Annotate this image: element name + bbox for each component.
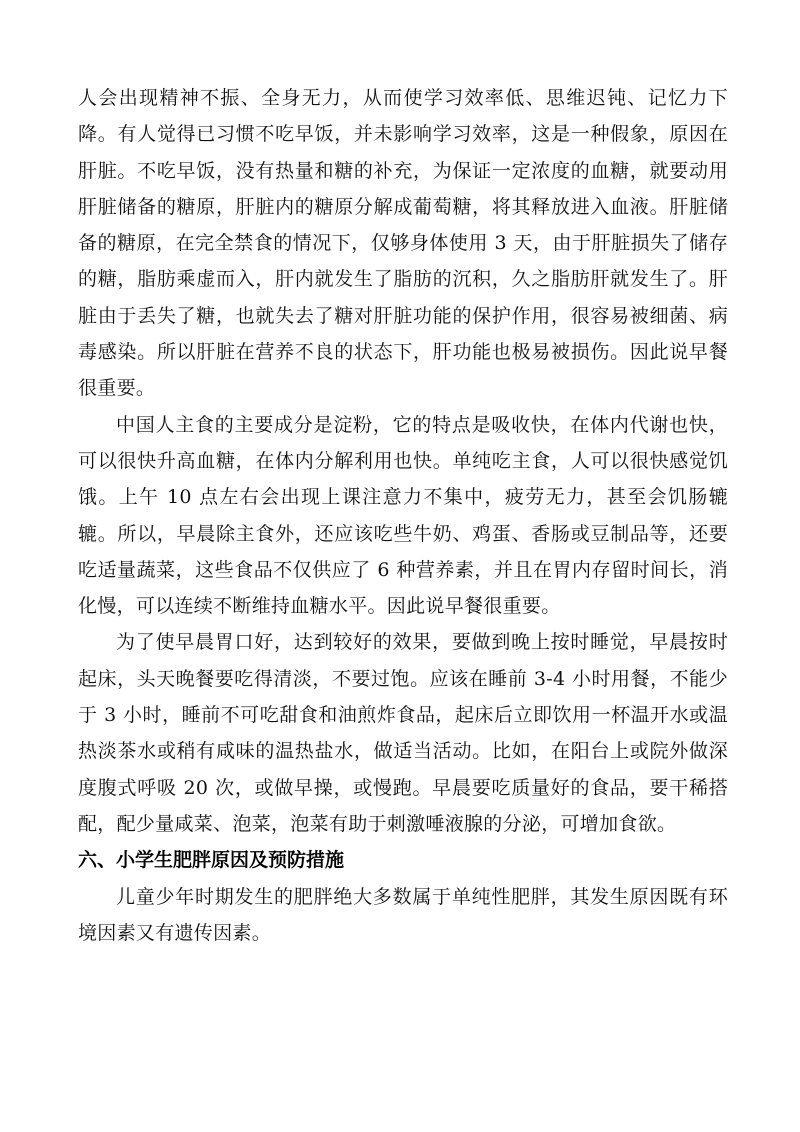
document-body [78,80,728,951]
paragraph-breakfast-liver: 人会出现精神不振、全身无力，从而使学习效率低、思维迟钝、记忆力下降。有人觉得已习惯不吃早饭，并未影响学习效率，这是一种假象，原因在肝脏。不吃早饭，没有热量和糖的补充，为保证一定浓度的血糖，就要动用肝脏储备的糖原，肝脏内的糖原分解成葡萄糖，将其释放进入血液。肝脏储备的糖原，在完全禁食的情况下，仅够身体使用 3 天，由于肝脏损失了储存的糖，脂肪乘虚而入，肝内就发生了脂肪的沉积，久之脂肪肝就发生了。肝脏由于丢失了糖，也就失去了糖对肝脏功能的保护作用，很容易被细菌、病毒感染。所以肝脏在营养不良的状态下，肝功能也极易被损伤。因此说早餐很重要。 [78,87,728,400]
section-heading: 六、小学生肥胖原因及预防措施 [78,849,345,872]
paragraph-staple-food: 中国人主食的主要成分是淀粉，它的特点是吸收快，在体内代谢也快，可以很快升高血糖，在体内分解利用也快。单纯吃主食，人可以很快感觉饥饿。上午 10 点左右会出现上课注意力不集中，疲劳无力，甚至会饥肠辘辘。所以，早晨除主食外，还应该吃些牛奶、鸡蛋、香肠或豆制品等，还要吃适量蔬菜，这些食品不仅供应了 6 种营养素，并且在胃内存留时间长，消化慢，可以连续不断维持血糖水平。因此说早餐很重要。 [78,413,728,618]
paragraph-obesity-causes: 儿童少年时期发生的肥胖绝大多数属于单纯性肥胖，其发生原因既有环境因素又有遗传因素。 [78,885,728,944]
paragraph-appetite-tips: 为了使早晨胃口好，达到较好的效果，要做到晚上按时睡觉，早晨按时起床，头天晚餐要吃得清淡，不要过饱。应该在睡前 3-4 小时用餐，不能少于 3 小时，睡前不可吃甜食和油煎炸食品，起床后立即饮用一杯温开水或温热淡茶水或稍有咸味的温热盐水，做适当活动。比如，在阳台上或院外做深度腹式呼吸 20 次，或做早操，或慢跑。早晨要吃质量好的食品，要干稀搭配，配少量咸菜、泡菜，泡菜有助于刺激唾液腺的分泌，可增加食欲。 [78,631,728,835]
